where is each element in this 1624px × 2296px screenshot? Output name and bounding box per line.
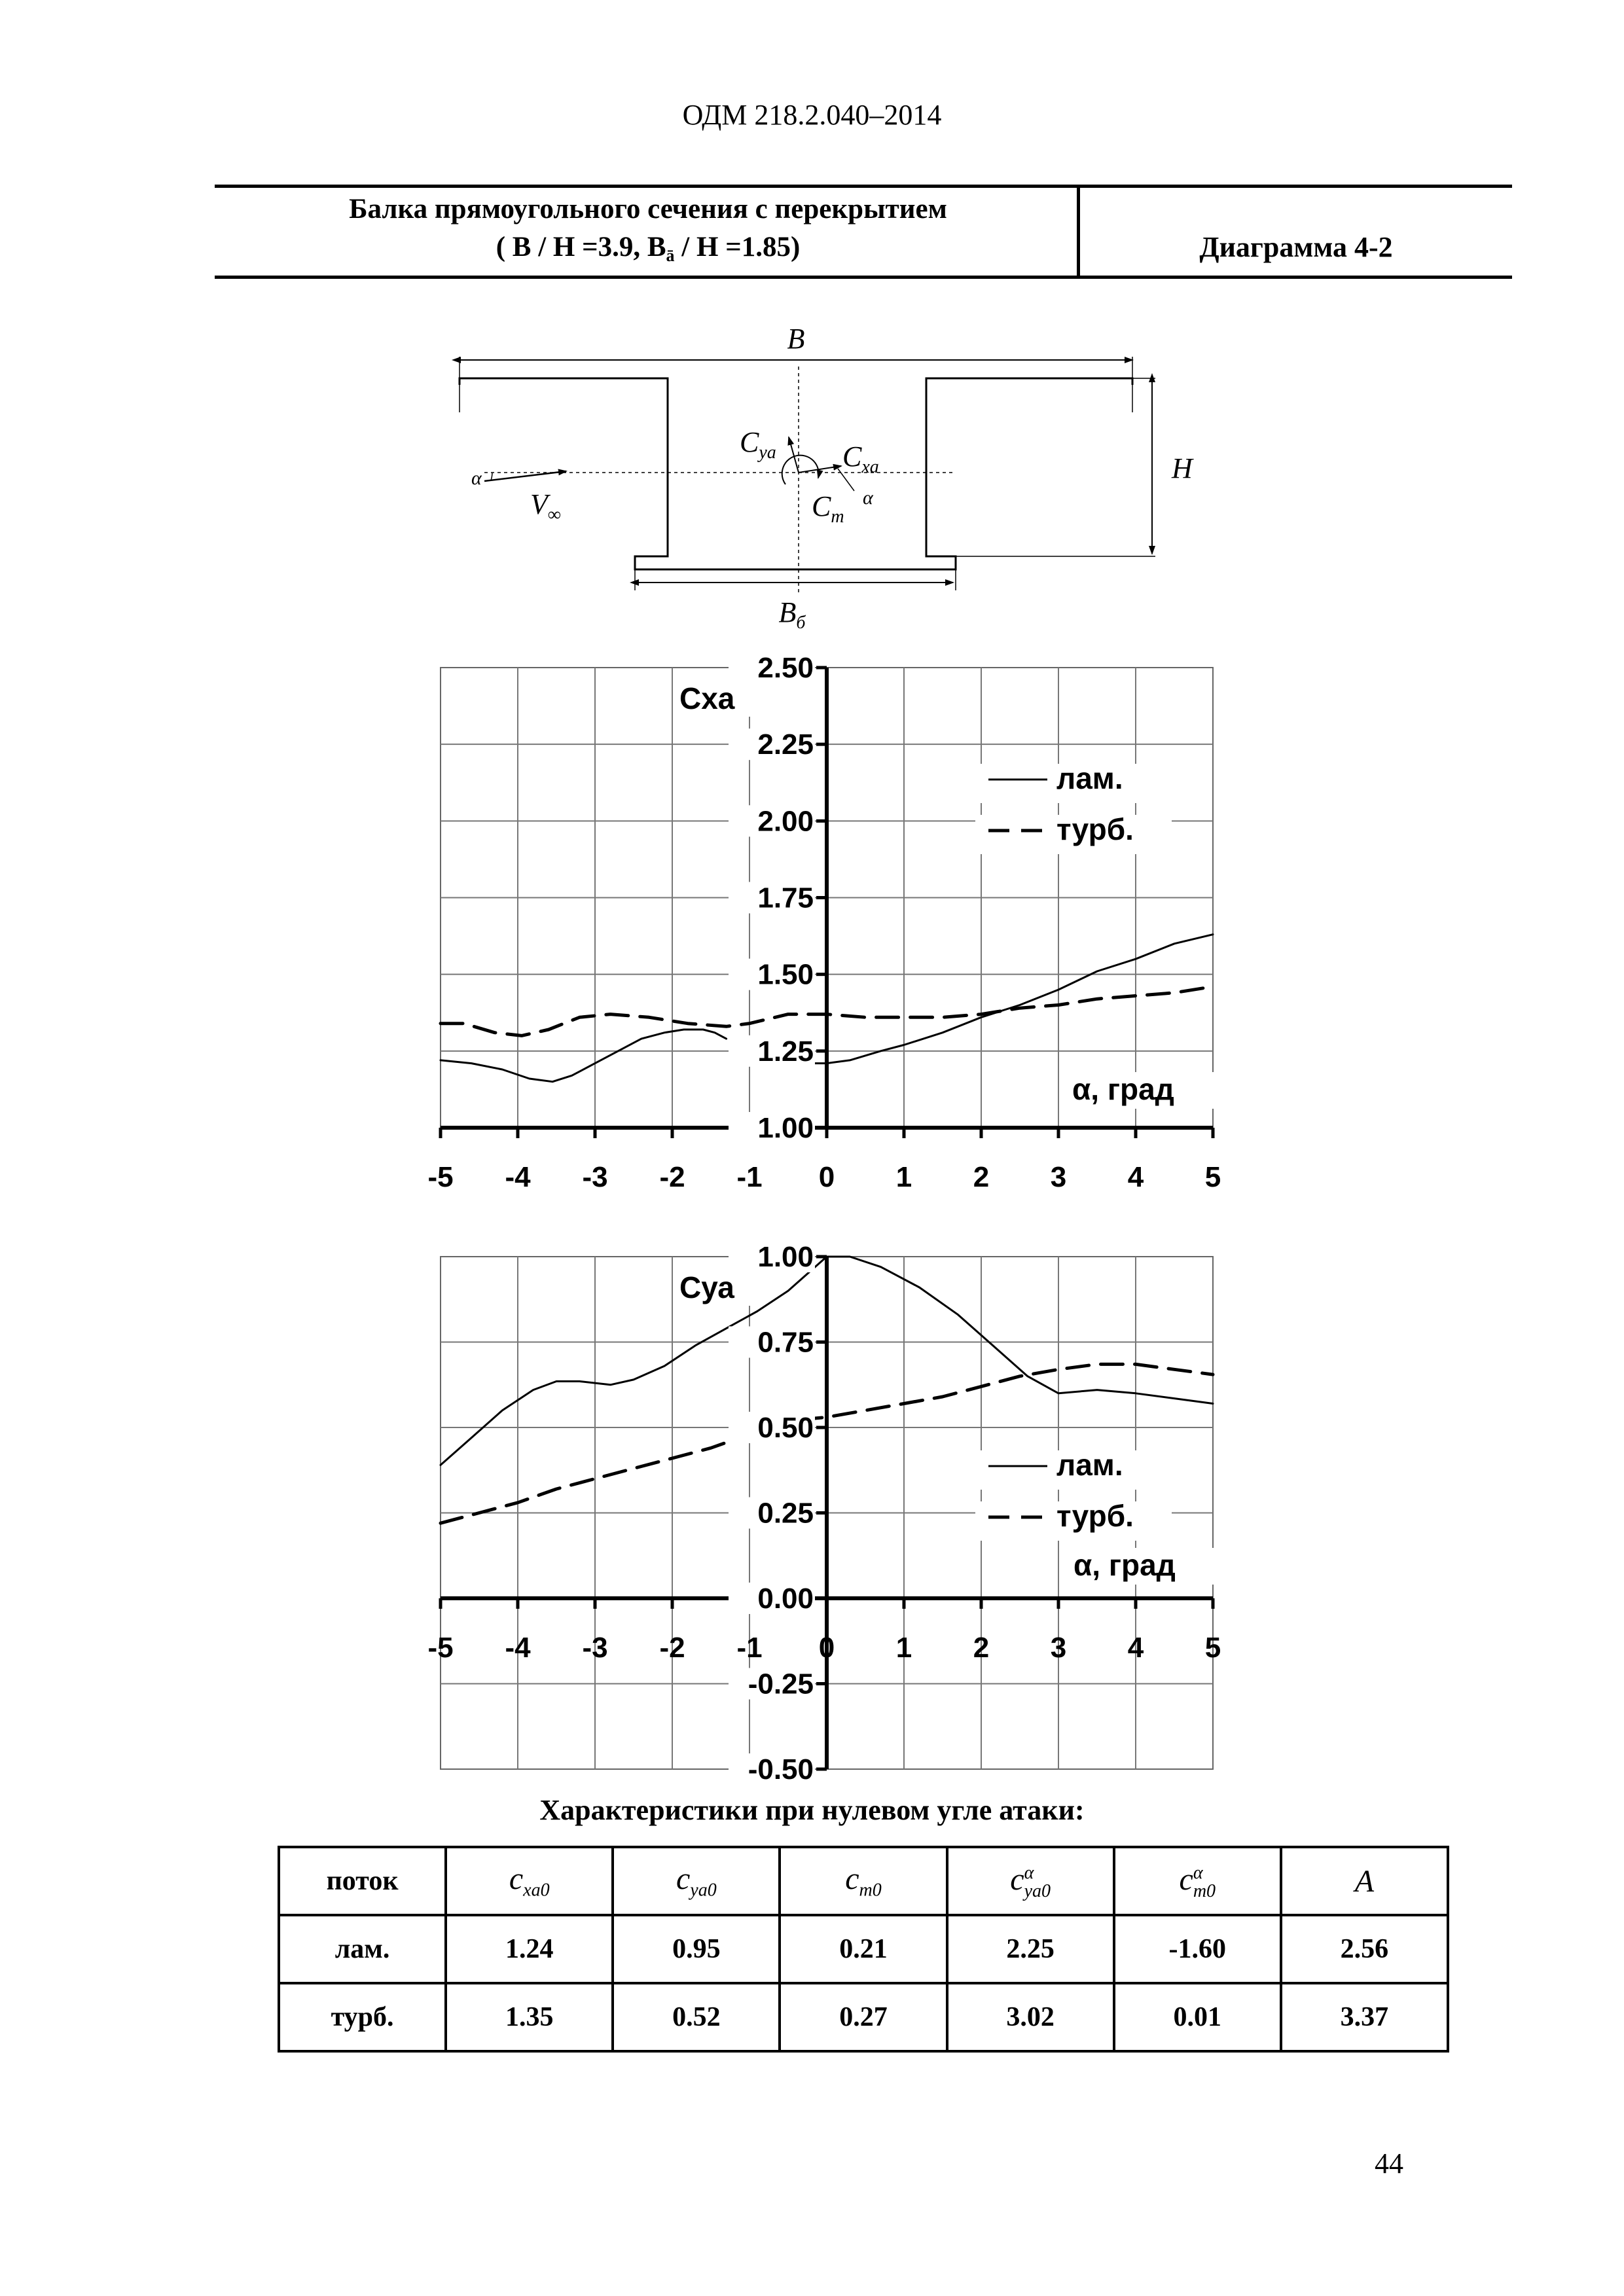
header-cxa0: $c_{xa0}$ [446,1847,613,1915]
header-flow: поток [279,1847,446,1915]
results-table [278,1846,1449,2053]
diagram-title-line1: Балка прямоугольного сечения с перекрытием [349,194,947,224]
x-tick-label: -3 [582,1161,608,1193]
y-tick-label: 2.25 [757,728,814,761]
cell-cya0-alpha: 3.02 [947,1983,1114,2051]
y-axis-label: Сха [679,681,735,715]
diagram-number: Диаграмма 4-2 [1199,231,1393,263]
cell-A: 3.37 [1281,1983,1448,2051]
dim-B-label: B [787,323,805,355]
cxa-label: $C_{xa}$ [842,440,879,477]
vector-alpha-label: α [863,487,873,509]
x-tick-label: -4 [505,1161,531,1193]
legend-label-lam: лам. [1056,761,1123,795]
series-line-lam [441,1030,727,1082]
header-A: A [1281,1847,1448,1915]
cell-A: 2.56 [1281,1915,1448,1983]
table-header-row [279,1847,1448,1915]
y-tick-label: -0.25 [748,1668,814,1700]
cell-cya0-alpha: 2.25 [947,1915,1114,1983]
x-tick-label: 2 [973,1161,990,1193]
dim-H-label: H [1172,452,1193,484]
cell-cm0: 0.21 [780,1915,947,1983]
y-tick-label: 1.00 [757,1112,814,1144]
legend-label-lam: лам. [1056,1448,1123,1482]
legend-label-turb: турб. [1056,812,1134,846]
x-tick-label: 3 [1050,1161,1067,1193]
y-tick-label: 1.75 [757,882,814,914]
y-tick-label: -0.50 [748,1753,814,1785]
cell-cxa0: 1.35 [446,1983,613,2051]
diagram-title-line2: ( B / H =3.9, $B_ā / H =1.85$) [496,232,801,265]
y-tick-label: 0.25 [757,1497,814,1530]
y-axis-label: Суа [679,1270,734,1304]
cya-label: $C_{ya}$ [740,426,776,463]
x-tick-label: 2 [973,1632,990,1664]
legend-label-turb: турб. [1056,1499,1134,1533]
row-flow: лам. [279,1915,446,1983]
x-tick-label: 0 [818,1161,835,1193]
x-tick-label: -1 [736,1632,763,1664]
x-axis-label: α, град [1074,1548,1176,1582]
x-tick-label: -4 [505,1632,531,1664]
x-tick-label: -3 [582,1632,608,1664]
velocity-label: $V_\infty$ [530,488,561,525]
header-top-rule [215,185,1512,188]
header-cya0-alpha: c α ya0 [947,1847,1114,1915]
flow-alpha-label: α [471,467,482,489]
y-tick-label: 2.00 [757,805,814,838]
document-code: ОДМ 218.2.040–2014 [682,99,942,131]
y-tick-label: 0.00 [757,1583,814,1615]
x-tick-label: -2 [659,1161,685,1193]
header-bottom-rule [215,276,1512,279]
cell-cya0: 0.95 [613,1915,780,1983]
y-tick-label: 0.50 [757,1412,814,1444]
x-axis-label: α, град [1072,1072,1174,1106]
cross-section-sketch [445,321,1231,628]
y-tick-label: 1.25 [757,1035,814,1067]
table-row [279,1915,1448,1983]
y-tick-label: 0.75 [757,1326,814,1359]
x-tick-label: 1 [895,1161,912,1193]
dim-Bb-label: $B_б$ [778,596,806,628]
page-number: 44 [1375,2147,1403,2179]
table-row [279,1983,1448,2051]
y-tick-label: 2.50 [757,652,814,684]
x-tick-label: 3 [1050,1632,1067,1664]
header-divider [1077,185,1080,279]
cya-chart [367,1230,1309,1787]
cm-label: $C_m$ [812,490,844,527]
cxa-chart [367,641,1309,1211]
section-outline [460,378,1132,569]
series-line-lam [804,935,1213,1064]
y-tick-label: 1.50 [757,958,814,991]
row-flow: турб. [279,1983,446,2051]
header-cya0: $c_{ya0}$ [613,1847,780,1915]
x-tick-label: -2 [659,1632,685,1664]
x-tick-label: 1 [895,1632,912,1664]
cell-cm0-alpha: -1.60 [1114,1915,1281,1983]
y-tick-label: 1.00 [757,1241,814,1273]
header-cm0-alpha: c α m0 [1114,1847,1281,1915]
cell-cm0: 0.27 [780,1983,947,2051]
header-cm0: $c_{m0}$ [780,1847,947,1915]
cell-cya0: 0.52 [613,1983,780,2051]
x-tick-label: -5 [427,1161,454,1193]
table-caption: Характеристики при нулевом угле атаки: [539,1794,1085,1826]
x-tick-label: 4 [1127,1632,1144,1664]
x-tick-label: 0 [818,1632,835,1664]
cell-cxa0: 1.24 [446,1915,613,1983]
x-tick-label: 4 [1127,1161,1144,1193]
cell-cm0-alpha: 0.01 [1114,1983,1281,2051]
x-tick-label: -5 [427,1632,454,1664]
x-tick-label: -1 [736,1161,763,1193]
x-tick-label: 5 [1204,1632,1221,1664]
x-tick-label: 5 [1204,1161,1221,1193]
